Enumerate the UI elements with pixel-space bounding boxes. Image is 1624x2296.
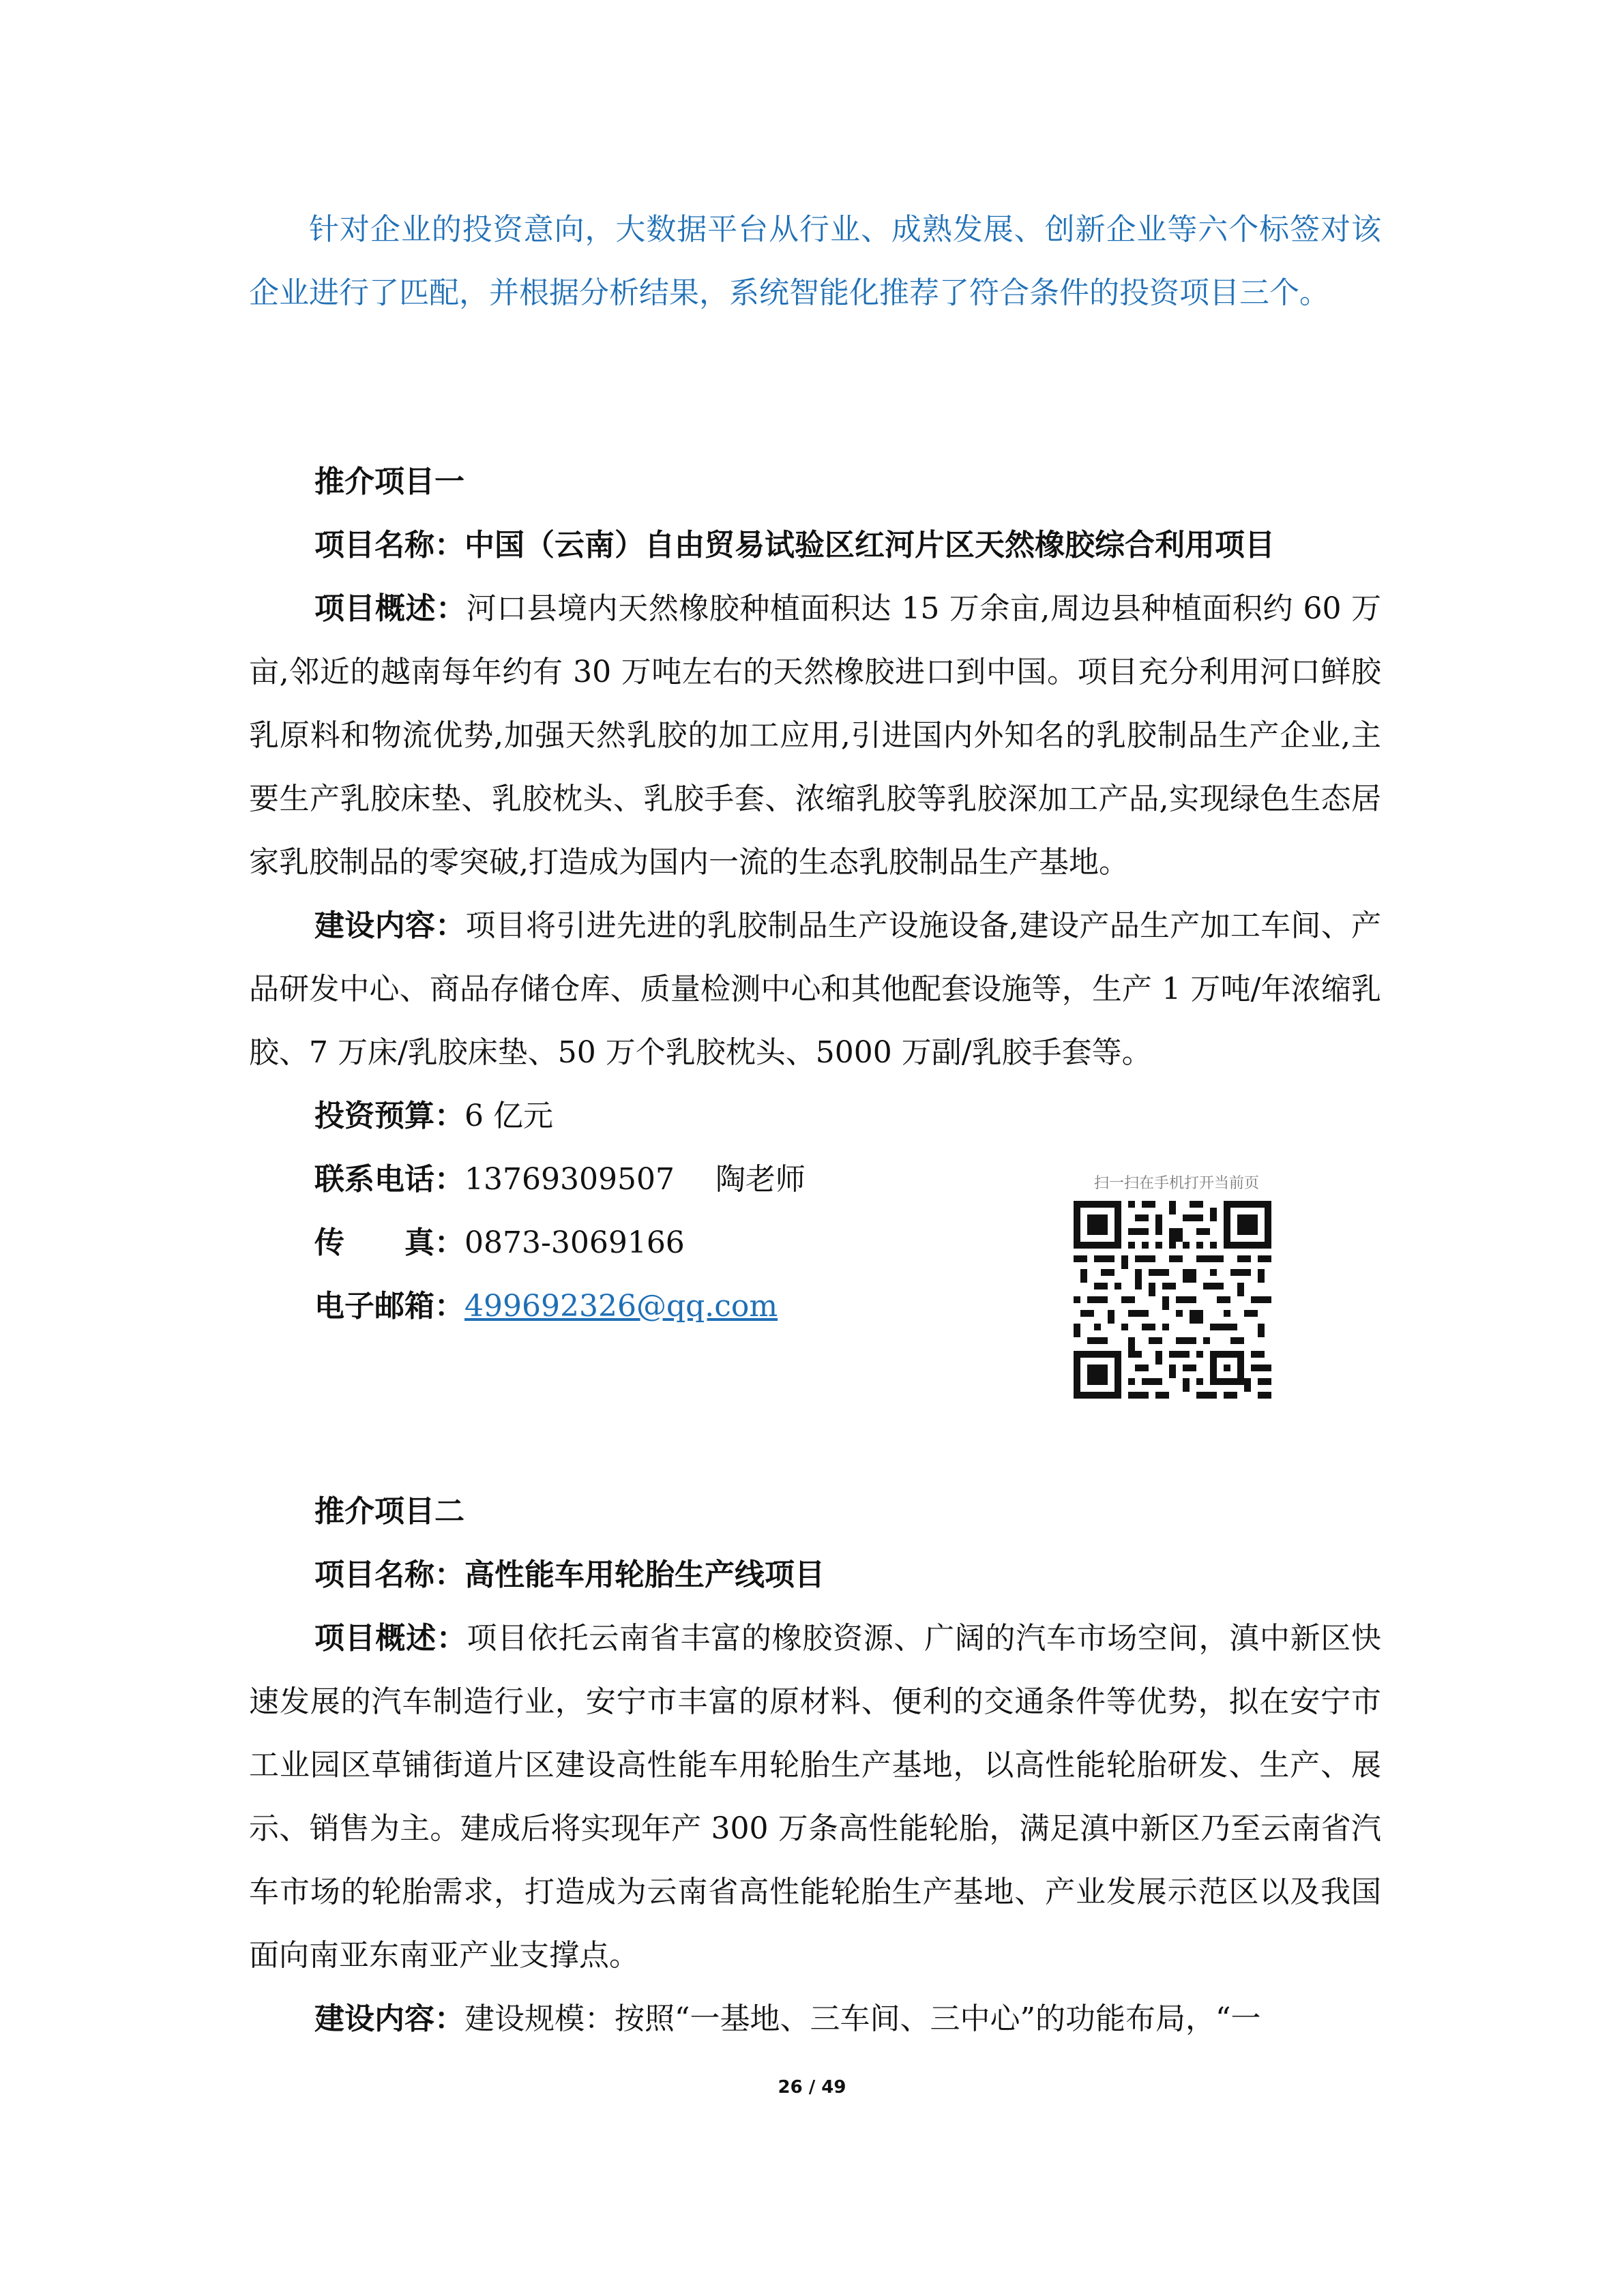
- qr-code-block: [1064, 1172, 1289, 1399]
- project-2-construction-text: 建设规模：按照“一基地、三车间、三中心”的功能布局，“一: [464, 2001, 1261, 2036]
- project-1-overview-label: 项目概述：: [314, 591, 467, 626]
- phone-label: 联系电话：: [314, 1162, 464, 1197]
- project-2-name: 高性能车用轮胎生产线项目: [464, 1557, 825, 1592]
- project-2-construction-label: 建设内容：: [314, 2001, 464, 2036]
- email-link[interactable]: 499692326@qq.com: [464, 1289, 778, 1324]
- project-1-construction-label: 建设内容：: [314, 908, 466, 943]
- project-1-name-line: [249, 513, 1381, 577]
- fax-value: 0873-3069166: [464, 1225, 685, 1260]
- page-number: 26 / 49: [778, 2077, 846, 2098]
- project-2-heading: 推介项目二: [314, 1494, 464, 1529]
- project-2-construction: [249, 1987, 1381, 2051]
- email-label: 电子邮箱：: [314, 1289, 464, 1324]
- project-1-name: 中国（云南）自由贸易试验区红河片区天然橡胶综合利用项目: [464, 528, 1275, 563]
- project-2-name-line: [249, 1543, 1381, 1607]
- qr-caption: 扫一扫在手机打开当前页: [1093, 1175, 1259, 1192]
- project-1-budget-line: [249, 1084, 1381, 1148]
- project-2-overview: [249, 1607, 1381, 1987]
- project-1-heading: 推介项目一: [314, 464, 464, 499]
- fax-label: 传 真：: [314, 1225, 464, 1260]
- project-1-overview-text: 河口县境内天然橡胶种植面积达 15 万余亩,周边县种植面积约 60 万亩,邻近的越南每年约有 30 万吨左右的天然橡胶进口到中国。项目充分利用河口鲜胶乳原料和物流优势,加强天然乳胶的加工应用,引进国内外知名的乳胶制品生产企业,主要生产乳胶床垫、乳胶枕头、乳胶手套、浓缩乳胶等乳胶深加工产品,实现绿色生态居家乳胶制品的零突破,打造成为国内一流的生态乳胶制品生产基地。: [249, 591, 1382, 880]
- project-2-overview-label: 项目概述：: [314, 1621, 467, 1656]
- project-2-name-label: 项目名称：: [314, 1557, 464, 1592]
- phone-value: 13769309507: [464, 1162, 675, 1197]
- qr-code-icon: [1074, 1201, 1271, 1399]
- project-1-overview: [249, 577, 1381, 894]
- project-2-section: [249, 1480, 1381, 2051]
- budget-label: 投资预算：: [314, 1099, 464, 1133]
- contact-person: 陶老师: [715, 1162, 806, 1197]
- project-1-construction: [249, 894, 1381, 1084]
- budget-value: 6 亿元: [464, 1099, 553, 1133]
- project-1-name-label: 项目名称：: [314, 528, 464, 563]
- project-2-overview-text: 项目依托云南省丰富的橡胶资源、广阔的汽车市场空间，滇中新区快速发展的汽车制造行业，安宁市丰富的原材料、便利的交通条件等优势，拟在安宁市工业园区草铺街道片区建设高性能车用轮胎生产基地，以高性能轮胎研发、生产、展示、销售为主。建成后将实现年产 300 万条高性能轮胎，满足滇中新区乃至云南省汽车市场的轮胎需求，打造成为云南省高性能轮胎生产基地、产业发展示范区以及我国面向南亚东南亚产业支撑点。: [249, 1621, 1381, 1973]
- project-1-construction-text: 项目将引进先进的乳胶制品生产设施设备,建设产品生产加工车间、产品研发中心、商品存储仓库、质量检测中心和其他配套设施等，生产 1 万吨/年浓缩乳胶、7 万床/乳胶床垫、50 万个乳胶枕头、5000 万副/乳胶手套等。: [249, 908, 1382, 1070]
- intro-paragraph: 针对企业的投资意向，大数据平台从行业、成熟发展、创新企业等六个标签对该企业进行了匹配，并根据分析结果，系统智能化推荐了符合条件的投资项目三个。: [249, 212, 1381, 310]
